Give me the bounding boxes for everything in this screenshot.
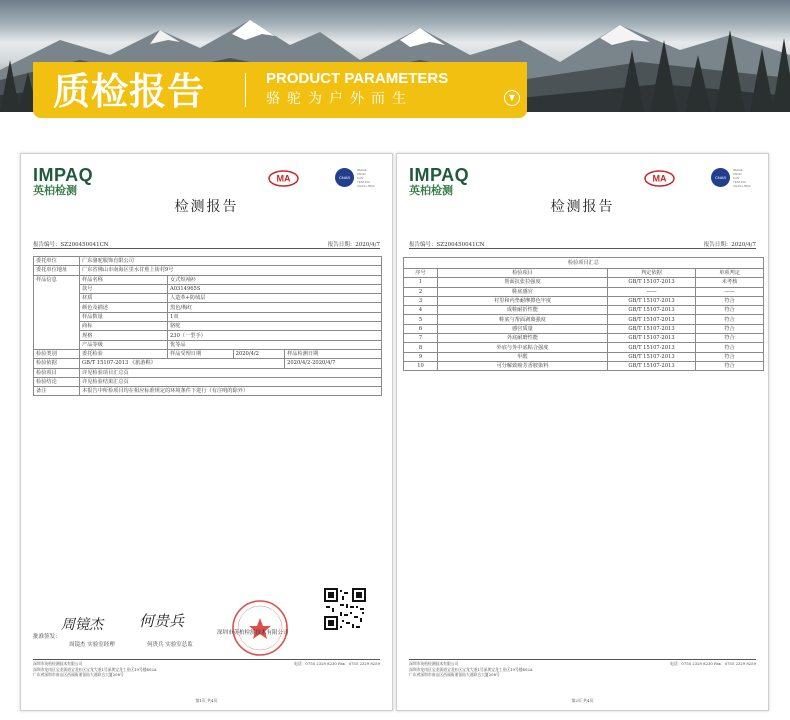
cell: —— xyxy=(608,287,696,296)
table-row xyxy=(404,334,764,343)
cell-value: 2020/4/2-2020/4/7 xyxy=(285,359,382,368)
cell: 鞋底与帮面剥离强度 xyxy=(438,315,608,324)
cell-key: 样品数量 xyxy=(80,312,168,321)
table-row xyxy=(404,296,764,305)
section-subtitle-cn: 骆驼为户外而生 xyxy=(266,91,413,107)
cell: GB/T 15107-2013 xyxy=(608,278,696,287)
svg-text:MA: MA xyxy=(276,173,291,184)
table-row xyxy=(34,266,382,275)
cnas-caption xyxy=(357,168,375,188)
cell: 符合 xyxy=(696,343,764,352)
logo-text-cn: 英柏检测 xyxy=(409,184,453,197)
cnas-caption-line: TESTING xyxy=(357,180,371,184)
cell: 鞋底感官 xyxy=(438,287,608,296)
cell: —— xyxy=(696,287,764,296)
cell-label: 样品信息 xyxy=(34,275,80,349)
table-row xyxy=(404,361,764,370)
seal-company-name: 深圳市英柏检测技术有限公司 xyxy=(217,630,289,636)
cell: 符合 xyxy=(696,324,764,333)
column-header: 检验项目 xyxy=(438,269,608,278)
logo-text-en: IMPAQ xyxy=(33,165,94,185)
cnas-caption-line: CNAS L5560 xyxy=(357,184,375,188)
table-row xyxy=(34,257,382,266)
cell-label: 委托单位地址 xyxy=(34,266,80,275)
cell: 符合 xyxy=(696,352,764,361)
cell: 衬里和内垫耐摩擦色牢度 xyxy=(438,296,608,305)
cell-key: 规格 xyxy=(80,331,168,340)
report-info-table xyxy=(33,256,382,396)
table-row xyxy=(34,303,382,312)
table-caption: 检验项目汇总 xyxy=(404,258,764,269)
cell: 6 xyxy=(404,324,438,333)
logo-text-en: IMPAQ xyxy=(409,165,470,185)
cell: 符合 xyxy=(696,296,764,305)
document-title: 检测报告 xyxy=(174,199,239,215)
cell: GB/T 15107-2013 xyxy=(608,361,696,370)
cell-key: 样品名称 xyxy=(80,275,168,284)
divider xyxy=(245,73,246,107)
cell-value: 广东骆驼服饰有限公司 xyxy=(80,257,382,266)
cnas-caption-line: IMAGE xyxy=(733,168,743,172)
signature-1: 周镜杰 xyxy=(61,617,103,633)
report-meta xyxy=(33,240,380,249)
cell: GB/T 15107-2013 xyxy=(608,315,696,324)
cnas-badge-icon xyxy=(335,168,354,187)
report-date: 报告日期：2020/4/7 xyxy=(327,242,380,248)
cell: 符合 xyxy=(696,315,764,324)
cnas-badge-icon xyxy=(711,168,730,187)
cell-value: 详见检验结果汇总页 xyxy=(80,377,382,386)
cell: 感官质量 xyxy=(438,324,608,333)
signature-area xyxy=(21,596,392,656)
footer-line: 深圳市龙岗区宝龙街道宝龙社区宝龙大道1号深圳宝龙工业区19号楼402A xyxy=(33,666,157,672)
table-row xyxy=(404,324,764,333)
cell-label: 检验结论 xyxy=(34,377,80,386)
cnas-caption-line: CAN xyxy=(733,176,740,180)
footer-contact: 电话：0755 2329 8230 Fax：0755 2329 8259 xyxy=(670,661,756,666)
cell-label: 样品检测日期 xyxy=(285,349,382,358)
cell-key: 产品等级 xyxy=(80,340,168,349)
cell-value: 详见检验项目汇总页 xyxy=(80,368,382,377)
cell-value: 黑色/梅红 xyxy=(168,303,382,312)
cell-value: 230（一型手） xyxy=(168,331,382,340)
cell: 2 xyxy=(404,287,438,296)
column-header: 判定依据 xyxy=(608,269,696,278)
cma-seal-icon xyxy=(268,170,299,187)
footer-line: 深圳市英柏检测技术有限公司 xyxy=(409,661,459,666)
cell-value: 人造革+防绒层 xyxy=(168,294,382,303)
table-row xyxy=(404,278,764,287)
column-header: 单项判定 xyxy=(696,269,764,278)
cell-label: 检验依据 xyxy=(34,359,80,368)
cell: GB/T 15107-2013 xyxy=(608,324,696,333)
cnas-caption-line: CNAS L5560 xyxy=(733,184,751,188)
table-row xyxy=(34,359,382,368)
cell-value: 优等品 xyxy=(168,340,382,349)
report-number: 报告编号：SZ200450041CN xyxy=(33,242,109,248)
cell: 可分解致癌芳香胺染料 xyxy=(438,361,608,370)
report-date: 报告日期：2020/4/7 xyxy=(703,242,756,248)
footer-contact: 电话：0755 2329 8230 Fax：0755 2329 8259 xyxy=(294,661,380,666)
cell-value: A0314965S xyxy=(168,284,382,293)
table-row xyxy=(34,368,382,377)
document-title: 检测报告 xyxy=(550,199,615,215)
cell: 未考核 xyxy=(696,278,764,287)
cell: GB/T 15107-2013 xyxy=(608,352,696,361)
cell-value: 女式短袖衫 xyxy=(168,275,382,284)
page-number: 第2页 共4页 xyxy=(571,698,594,703)
report-meta xyxy=(409,240,756,249)
cell-value: 本报告中所检项目均在相应标准规定的环境条件下进行（有注明的除外） xyxy=(80,387,382,396)
cma-seal-icon xyxy=(644,170,675,187)
cell: 外底与外中底粘合强度 xyxy=(438,343,608,352)
table-row xyxy=(34,275,382,284)
page-number: 第1页 共4页 xyxy=(195,698,218,703)
section-title: 质检报告 xyxy=(53,70,205,113)
cell: 3 xyxy=(404,296,438,305)
table-row xyxy=(404,315,764,324)
impaq-logo xyxy=(33,166,93,197)
table-row xyxy=(34,294,382,303)
cell-value: GB/T 15107-2013 《旅游鞋》 xyxy=(80,359,285,368)
cnas-label: CNAS xyxy=(338,175,351,180)
cnas-caption-line: PROD xyxy=(733,172,742,176)
cell-label: 委托单位 xyxy=(34,257,80,266)
table-row xyxy=(404,343,764,352)
cell: 帮面抗张拉强度 xyxy=(438,278,608,287)
table-row xyxy=(404,287,764,296)
section-subtitle-en: PRODUCT PARAMETERS xyxy=(266,70,449,87)
cell: 8 xyxy=(404,343,438,352)
cell: GB/T 15107-2013 xyxy=(608,334,696,343)
table-row xyxy=(34,387,382,396)
cell-value: 委托检验 xyxy=(80,349,168,358)
cell: GB/T 15107-2013 xyxy=(608,343,696,352)
cnas-caption-line: PROD xyxy=(357,172,366,176)
cnas-caption-line: IMAGE xyxy=(357,168,367,172)
cell: 4 xyxy=(404,306,438,315)
footer-divider xyxy=(33,659,380,660)
table-row xyxy=(34,349,382,358)
approval-label: 批准签发： xyxy=(33,634,61,640)
cell-key: 材质 xyxy=(80,294,168,303)
cell: 1 xyxy=(404,278,438,287)
cell: 成鞋耐折性能 xyxy=(438,306,608,315)
cnas-caption xyxy=(733,168,751,188)
report-number: 报告编号：SZ200450041CN xyxy=(409,242,485,248)
cell: 7 xyxy=(404,334,438,343)
signature-2: 何贵兵 xyxy=(139,612,185,630)
footer-line: 广东省深圳市南山区西丽街道留仙大道联合大厦208号 xyxy=(409,672,500,677)
table-row xyxy=(404,352,764,361)
cell-value: 1双 xyxy=(168,312,382,321)
cnas-label: CNAS xyxy=(714,175,727,180)
cell-key: 款号 xyxy=(80,284,168,293)
svg-text:MA: MA xyxy=(652,173,667,184)
cell-label: 检验类别 xyxy=(34,349,80,358)
qr-code-icon[interactable] xyxy=(324,588,366,630)
signer-2-name: 何贵兵 实验室总监 xyxy=(147,642,193,648)
cell: 符合 xyxy=(696,334,764,343)
table-row xyxy=(404,306,764,315)
signer-1-name: 周镜杰 实验室经理 xyxy=(69,642,115,648)
cell: 9 xyxy=(404,352,438,361)
report-page-1 xyxy=(20,153,393,711)
cell: 10 xyxy=(404,361,438,370)
cell: GB/T 15107-2013 xyxy=(608,306,696,315)
footer-line: 广东省深圳市南山区西丽街道留仙大道联合大厦208号 xyxy=(33,672,124,677)
cell-value: 广东省佛山市南海区里水甘蕉上街村9号 xyxy=(80,266,382,275)
table-row xyxy=(34,284,382,293)
cell: 符合 xyxy=(696,306,764,315)
cell: 5 xyxy=(404,315,438,324)
cell-label: 备注 xyxy=(34,387,80,396)
column-header: 序号 xyxy=(404,269,438,278)
footer-line: 深圳市龙岗区宝龙街道宝龙社区宝龙大道1号深圳宝龙工业区19号楼402A xyxy=(409,666,533,672)
impaq-logo xyxy=(409,166,469,197)
cell: 甲醛 xyxy=(438,352,608,361)
table-caption-row xyxy=(404,258,764,269)
table-row xyxy=(34,331,382,340)
test-items-table xyxy=(403,257,764,371)
cnas-caption-line: CAN xyxy=(357,176,364,180)
cell: 外底耐磨性能 xyxy=(438,334,608,343)
cell-value: 2020/4/2 xyxy=(233,349,284,358)
cell-key: 颜色及描述 xyxy=(80,303,168,312)
cell-key: 商标 xyxy=(80,322,168,331)
cnas-caption-line: TESTING xyxy=(733,180,747,184)
logo-text-cn: 英柏检测 xyxy=(33,184,77,197)
cell: 符合 xyxy=(696,361,764,370)
table-row xyxy=(34,312,382,321)
table-row xyxy=(34,377,382,386)
cell-label: 样品受理日期 xyxy=(168,349,234,358)
cell-label: 检验项目 xyxy=(34,368,80,377)
cell-value: 骆驼 xyxy=(168,322,382,331)
table-row xyxy=(34,340,382,349)
table-row xyxy=(34,322,382,331)
report-page-2 xyxy=(396,153,769,711)
footer-divider xyxy=(409,659,756,660)
cell: GB/T 15107-2013 xyxy=(608,296,696,305)
table-header-row xyxy=(404,269,764,278)
footer-line: 深圳市英柏检测技术有限公司 xyxy=(33,661,83,666)
chevron-down-icon[interactable]: ▼ xyxy=(504,90,520,106)
